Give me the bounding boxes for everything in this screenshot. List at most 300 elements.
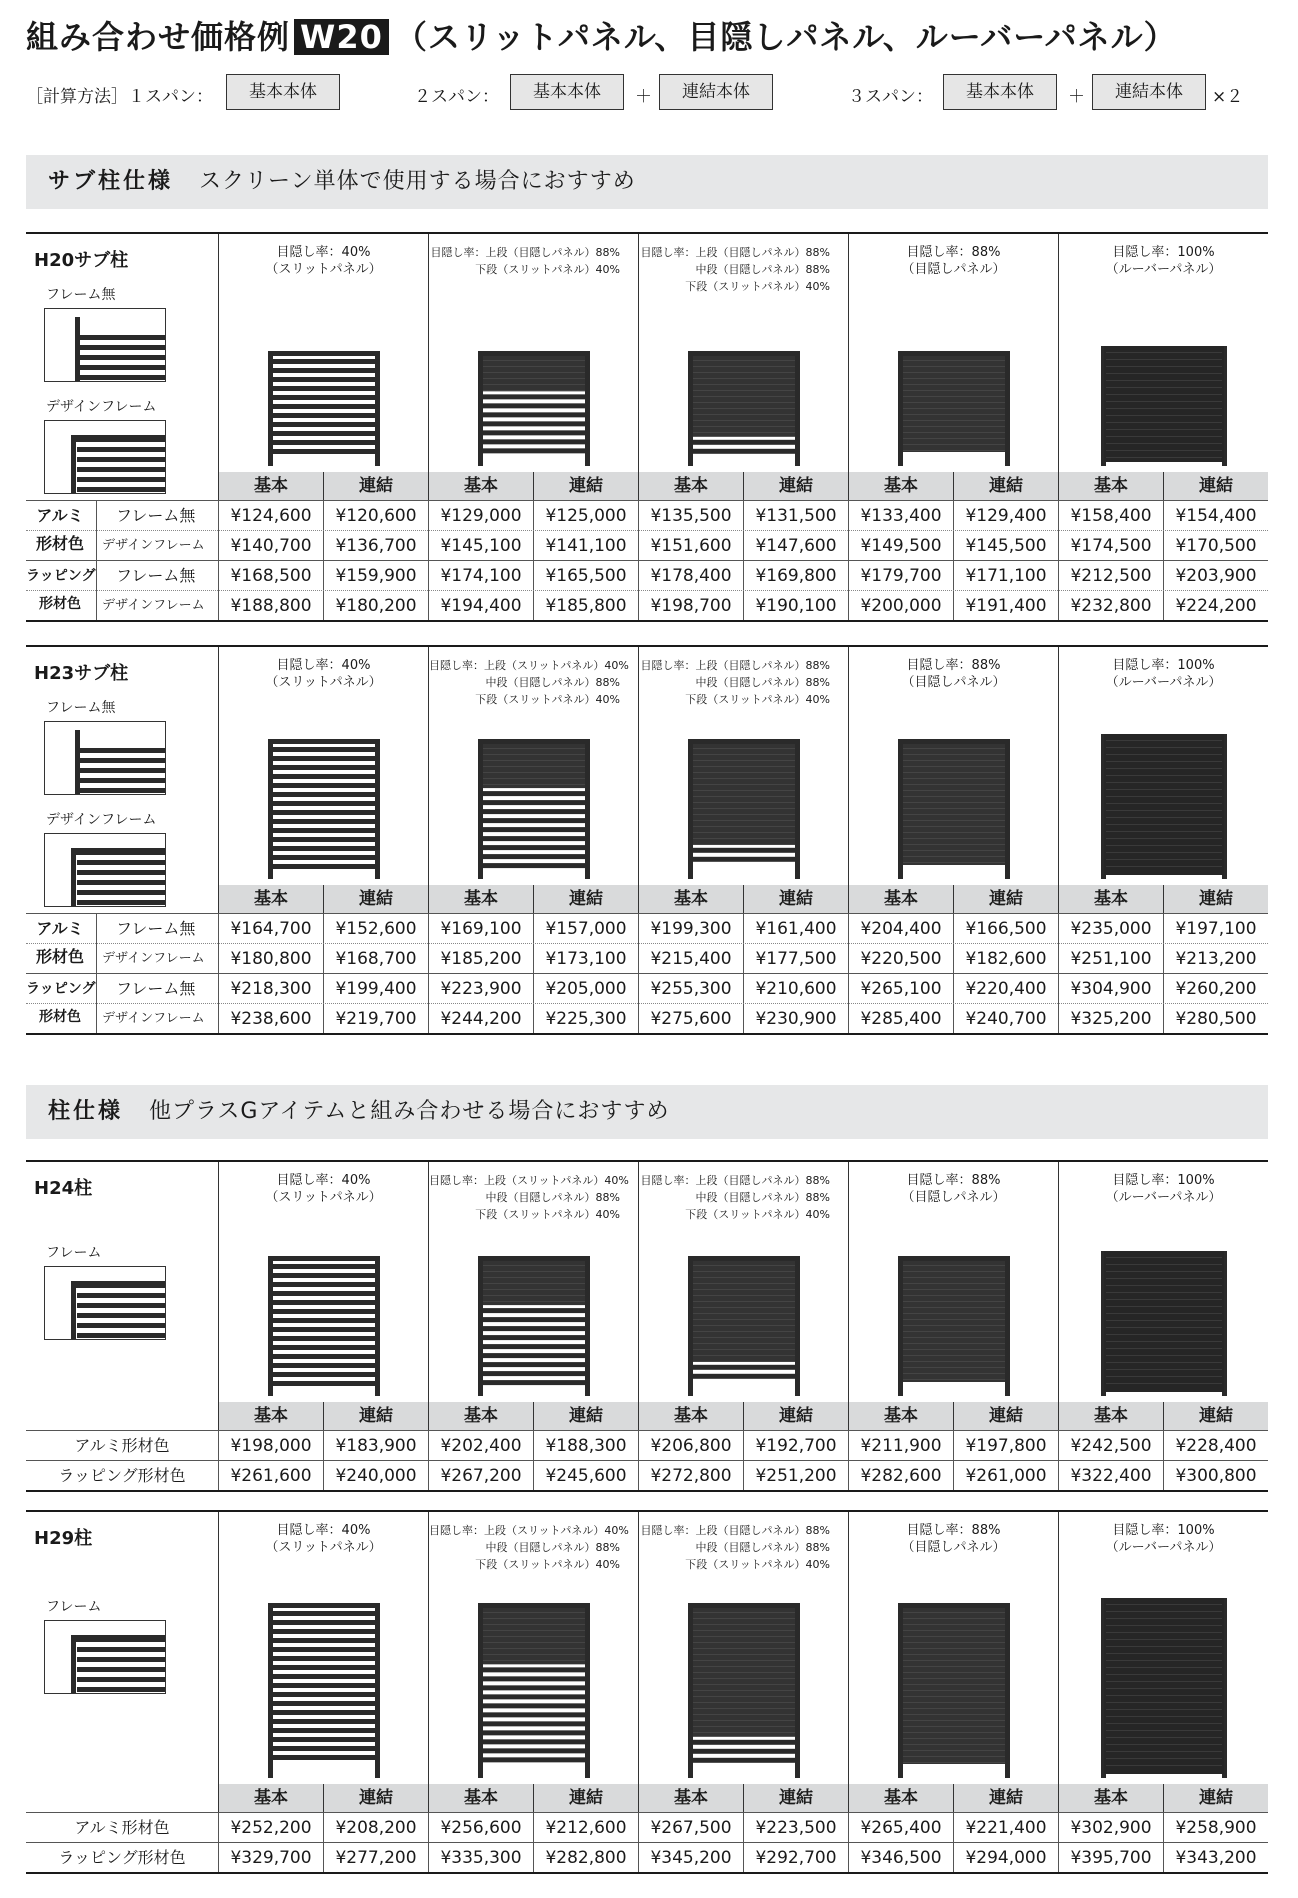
calc-basic-box-2: 基本本体 [510,74,624,110]
price-cell: ¥198,000 [218,1431,323,1461]
material-label: アルミ形材色 [74,1818,170,1837]
price-cell: ¥245,600 [533,1461,638,1491]
price-row [26,560,1268,590]
calc-basic-box-3: 基本本体 [943,74,1057,110]
column-header-basic: 基本 [638,472,743,500]
price-cell: ¥192,700 [743,1431,848,1461]
column-header-basic: 基本 [428,885,533,913]
price-cell: ¥224,200 [1163,591,1268,621]
panel-cell [1058,1512,1268,1784]
price-cell: ¥211,900 [848,1431,953,1461]
price-cell: ¥188,300 [533,1431,638,1461]
material-label: ラッピング形材色 [58,1848,186,1867]
row-separator [96,531,97,561]
price-cell: ¥169,800 [743,561,848,591]
model-column [26,1162,218,1402]
column-header-basic: 基本 [218,1784,323,1812]
material-label: ラッピング 形材色 [26,568,96,612]
price-cell: ¥185,800 [533,591,638,621]
price-cell: ¥199,400 [323,974,428,1004]
column-header-connect: 連結 [323,885,428,913]
panel-cell [638,647,848,885]
column-header-basic: 基本 [848,1402,953,1430]
price-cell: ¥171,100 [953,561,1058,591]
panel-illustration [268,1256,380,1396]
price-cell: ¥145,500 [953,531,1058,561]
price-cell: ¥197,800 [953,1431,1058,1461]
panel-cell [1058,647,1268,885]
calc-span3-label: ３スパン： [848,87,933,107]
price-row [26,1003,1268,1033]
price-cell: ¥161,400 [743,914,848,944]
price-cell: ¥151,600 [638,531,743,561]
price-cell: ¥261,600 [218,1461,323,1491]
price-cell: ¥277,200 [323,1843,428,1873]
panel-caption: 目隠し率：40% （スリットパネル） [265,658,382,690]
panel-cell [218,647,428,885]
price-row [26,1842,1268,1872]
panel-illustration [688,351,800,466]
panel-cell [638,234,848,472]
panel-images [218,234,1268,472]
price-cell: ¥282,800 [533,1843,638,1873]
panel-illustration [478,1256,590,1396]
panel-illustration [1101,1598,1227,1778]
panel-caption: 目隠し率：100% （ルーバーパネル） [1105,245,1222,277]
frame-type-label: デザインフレーム [102,538,205,553]
panel-caption: 目隠し率：上段（目隠しパネル）88% 中段（目隠しパネル）88% 下段（スリットパネル）40% [640,1524,830,1571]
row-separator [96,1004,97,1034]
title-text: 組み合わせ価格例 [26,18,291,56]
row-separator [96,501,97,531]
price-cell: ¥169,100 [428,914,533,944]
price-cell: ¥173,100 [533,944,638,974]
price-cell: ¥141,100 [533,531,638,561]
price-cell: ¥165,500 [533,561,638,591]
price-row [26,1812,1268,1842]
block-bottom-rule [26,1033,1268,1035]
panel-illustration [268,1603,380,1778]
column-header-basic: 基本 [848,472,953,500]
price-cell: ¥140,700 [218,531,323,561]
panel-illustration [898,1603,1010,1778]
price-row [26,1460,1268,1490]
material-label: ラッピング 形材色 [26,981,96,1025]
price-cell: ¥244,200 [428,1004,533,1034]
frame-type-label: デザインフレーム [102,1011,205,1026]
frame-type-label: デザインフレーム [102,951,205,966]
panel-illustration [1101,734,1227,879]
price-cell: ¥145,100 [428,531,533,561]
panel-illustration [898,739,1010,879]
column-header-connect: 連結 [1163,885,1268,913]
column-header-basic: 基本 [218,472,323,500]
price-cell: ¥174,100 [428,561,533,591]
calc-connect-box-2: 連結本体 [659,74,773,110]
price-cell: ¥125,000 [533,501,638,531]
price-cell: ¥206,800 [638,1431,743,1461]
model-name: H20サブ柱 [34,250,129,271]
section-subtitle: スクリーン単体で使用する場合におすすめ [199,169,636,194]
price-cell: ¥255,300 [638,974,743,1004]
column-header-basic: 基本 [428,1784,533,1812]
width-badge: W20 [294,19,389,55]
price-cell: ¥198,700 [638,591,743,621]
price-cell: ¥179,700 [848,561,953,591]
calc-span2-label: ２スパン： [414,87,499,107]
price-cell: ¥212,500 [1058,561,1163,591]
column-header-connect: 連結 [743,472,848,500]
column-header-basic: 基本 [1058,1784,1163,1812]
price-cell: ¥168,700 [323,944,428,974]
column-header-basic: 基本 [428,1402,533,1430]
column-header-connect: 連結 [953,885,1058,913]
price-cell: ¥120,600 [323,501,428,531]
price-cell: ¥232,800 [1058,591,1163,621]
model-name: H23サブ柱 [34,663,129,684]
column-header-connect: 連結 [323,472,428,500]
frame-type-label: デザインフレーム [102,598,205,613]
panel-caption: 目隠し率：100% （ルーバーパネル） [1105,1173,1222,1205]
block-bottom-rule [26,1872,1268,1874]
panel-cell [848,647,1058,885]
material-label: アルミ 形材色 [35,506,84,553]
price-cell: ¥294,000 [953,1843,1058,1873]
price-cell: ¥164,700 [218,914,323,944]
price-cell: ¥154,400 [1163,501,1268,531]
price-cell: ¥191,400 [953,591,1058,621]
column-header-connect: 連結 [743,1402,848,1430]
price-block-H20サブ柱 [26,232,1268,618]
price-cell: ¥204,400 [848,914,953,944]
price-cell: ¥223,900 [428,974,533,1004]
frame-type-label: フレーム無 [116,506,196,525]
price-cell: ¥131,500 [743,501,848,531]
price-cell: ¥202,400 [428,1431,533,1461]
price-cell: ¥147,600 [743,531,848,561]
price-cell: ¥225,300 [533,1004,638,1034]
column-header-connect: 連結 [1163,472,1268,500]
plus-sign: ＋ [635,87,652,107]
price-cell: ¥280,500 [1163,1004,1268,1034]
frame-type-label: デザインフレーム [46,812,157,828]
panel-caption: 目隠し率：88% （目隠しパネル） [901,245,1006,277]
panel-caption: 目隠し率：上段（目隠しパネル）88% 下段（スリットパネル）40% [430,246,620,276]
material-label: アルミ形材色 [74,1436,170,1455]
column-header-connect: 連結 [1163,1402,1268,1430]
column-header-connect: 連結 [953,1784,1058,1812]
row-separator [96,914,97,944]
panel-cell [638,1512,848,1784]
price-cell: ¥285,400 [848,1004,953,1034]
price-cell: ¥251,100 [1058,944,1163,974]
price-row [26,913,1268,943]
column-header-basic: 基本 [638,1784,743,1812]
price-cell: ¥220,500 [848,944,953,974]
model-name: H24柱 [34,1178,93,1199]
price-cell: ¥215,400 [638,944,743,974]
block-bottom-rule [26,1490,1268,1492]
price-cell: ¥228,400 [1163,1431,1268,1461]
price-cell: ¥256,600 [428,1813,533,1843]
panel-caption: 目隠し率：上段（目隠しパネル）88% 中段（目隠しパネル）88% 下段（スリットパネル）40% [640,1174,830,1221]
frame-type-label: フレーム [46,1599,102,1615]
model-column [26,234,218,472]
panel-cell [1058,234,1268,472]
frame-type-label: フレーム無 [46,287,116,303]
price-cell: ¥252,200 [218,1813,323,1843]
price-cell: ¥304,900 [1058,974,1163,1004]
panel-illustration [688,1603,800,1778]
column-header-basic: 基本 [848,1784,953,1812]
frame-thumbnail [44,1266,166,1340]
panel-images [218,647,1268,885]
panel-illustration [268,739,380,879]
times-two: ×２ [1212,87,1244,107]
price-cell: ¥178,400 [638,561,743,591]
price-cell: ¥159,900 [323,561,428,591]
price-cell: ¥221,400 [953,1813,1058,1843]
price-cell: ¥345,200 [638,1843,743,1873]
price-cell: ¥168,500 [218,561,323,591]
price-cell: ¥157,000 [533,914,638,944]
column-header-connect: 連結 [743,885,848,913]
price-block-H29柱 [26,1510,1268,1870]
price-cell: ¥183,900 [323,1431,428,1461]
price-row [26,500,1268,530]
price-cell: ¥218,300 [218,974,323,1004]
model-column [26,1512,218,1784]
column-header-connect: 連結 [1163,1784,1268,1812]
column-header-basic: 基本 [428,472,533,500]
frame-thumbnail [44,833,166,907]
material-label: ラッピング形材色 [58,1466,186,1485]
price-cell: ¥170,500 [1163,531,1268,561]
column-header-basic: 基本 [218,1402,323,1430]
price-cell: ¥136,700 [323,531,428,561]
panel-caption: 目隠し率：40% （スリットパネル） [265,1173,382,1205]
panel-illustration [268,351,380,466]
section-sub-post [26,155,1268,209]
price-cell: ¥300,800 [1163,1461,1268,1491]
price-cell: ¥185,200 [428,944,533,974]
column-header-connect: 連結 [953,472,1058,500]
panel-cell [428,234,638,472]
column-header-basic: 基本 [1058,885,1163,913]
price-cell: ¥235,000 [1058,914,1163,944]
price-cell: ¥251,200 [743,1461,848,1491]
column-header-basic: 基本 [1058,1402,1163,1430]
price-cell: ¥322,400 [1058,1461,1163,1491]
column-header-connect: 連結 [533,885,638,913]
price-row [26,973,1268,1003]
panel-cell [428,1512,638,1784]
panel-caption: 目隠し率：上段（スリットパネル）40% 中段（目隠しパネル）88% 下段（スリットパネル）40% [429,1174,629,1221]
block-bottom-rule [26,620,1268,622]
price-cell: ¥223,500 [743,1813,848,1843]
column-header-basic: 基本 [218,885,323,913]
price-cell: ¥158,400 [1058,501,1163,531]
panel-caption: 目隠し率：上段（スリットパネル）40% 中段（目隠しパネル）88% 下段（スリットパネル）40% [429,1524,629,1571]
panel-cell [218,234,428,472]
panel-cell [638,1162,848,1402]
panel-illustration [1101,1251,1227,1396]
row-separator [96,974,97,1004]
panel-caption: 目隠し率：上段（目隠しパネル）88% 中段（目隠しパネル）88% 下段（スリットパネル）40% [640,246,830,293]
price-cell: ¥149,500 [848,531,953,561]
panel-cell [428,647,638,885]
column-header-basic: 基本 [638,885,743,913]
column-header-basic: 基本 [848,885,953,913]
panel-illustration [478,739,590,879]
section-subtitle: 他プラスGアイテムと組み合わせる場合におすすめ [149,1099,670,1124]
panel-caption: 目隠し率：88% （目隠しパネル） [901,658,1006,690]
price-cell: ¥292,700 [743,1843,848,1873]
frame-thumbnail [44,308,166,382]
panel-cell [848,234,1058,472]
price-cell: ¥135,500 [638,501,743,531]
panel-caption: 目隠し率：88% （目隠しパネル） [901,1173,1006,1205]
price-cell: ¥203,900 [1163,561,1268,591]
model-name: H29柱 [34,1528,93,1549]
price-cell: ¥133,400 [848,501,953,531]
panel-cell [218,1512,428,1784]
price-cell: ¥180,200 [323,591,428,621]
column-header-basic: 基本 [1058,472,1163,500]
row-separator [96,591,97,621]
price-row [26,590,1268,620]
price-cell: ¥166,500 [953,914,1058,944]
frame-thumbnail [44,420,166,494]
price-cell: ¥199,300 [638,914,743,944]
price-cell: ¥302,900 [1058,1813,1163,1843]
panel-cell [1058,1162,1268,1402]
section-post [26,1085,1268,1139]
price-cell: ¥242,500 [1058,1431,1163,1461]
frame-type-label: デザインフレーム [46,399,157,415]
frame-type-label: フレーム無 [116,566,196,585]
panel-images [218,1512,1268,1784]
price-cell: ¥335,300 [428,1843,533,1873]
price-cell: ¥129,400 [953,501,1058,531]
price-cell: ¥238,600 [218,1004,323,1034]
panel-illustration [1101,346,1227,466]
column-header-connect: 連結 [953,1402,1058,1430]
price-cell: ¥190,100 [743,591,848,621]
calc-label: ［計算方法］１スパン： [26,87,213,107]
price-cell: ¥210,600 [743,974,848,1004]
price-cell: ¥261,000 [953,1461,1058,1491]
price-cell: ¥325,200 [1058,1004,1163,1034]
price-cell: ¥129,000 [428,501,533,531]
price-cell: ¥272,800 [638,1461,743,1491]
price-cell: ¥267,200 [428,1461,533,1491]
price-cell: ¥197,100 [1163,914,1268,944]
price-row [26,1430,1268,1460]
frame-type-label: フレーム [46,1245,102,1261]
price-cell: ¥265,400 [848,1813,953,1843]
column-header-connect: 連結 [743,1784,848,1812]
price-cell: ¥240,700 [953,1004,1058,1034]
panel-illustration [898,1256,1010,1396]
price-cell: ¥182,600 [953,944,1058,974]
panel-cell [848,1512,1058,1784]
price-cell: ¥194,400 [428,591,533,621]
price-cell: ¥346,500 [848,1843,953,1873]
frame-thumbnail [44,721,166,795]
page-title [26,12,1177,58]
frame-type-label: フレーム無 [116,919,196,938]
title-suffix: （スリットパネル、目隠しパネル、ルーバーパネル） [394,18,1177,56]
panel-caption: 目隠し率：上段（スリットパネル）40% 中段（目隠しパネル）88% 下段（スリットパネル）40% [429,659,629,706]
price-cell: ¥267,500 [638,1813,743,1843]
frame-type-label: フレーム無 [116,979,196,998]
price-cell: ¥395,700 [1058,1843,1163,1873]
panel-cell [848,1162,1058,1402]
price-cell: ¥200,000 [848,591,953,621]
panel-caption: 目隠し率：40% （スリットパネル） [265,245,382,277]
price-row [26,530,1268,560]
panel-illustration [478,351,590,466]
price-cell: ¥343,200 [1163,1843,1268,1873]
price-cell: ¥180,800 [218,944,323,974]
price-cell: ¥282,600 [848,1461,953,1491]
column-header-connect: 連結 [323,1784,428,1812]
price-cell: ¥212,600 [533,1813,638,1843]
price-cell: ¥219,700 [323,1004,428,1034]
panel-images [218,1162,1268,1402]
price-row [26,943,1268,973]
frame-type-label: フレーム無 [46,700,116,716]
price-block-H23サブ柱 [26,645,1268,1031]
price-cell: ¥174,500 [1058,531,1163,561]
plus-sign: ＋ [1068,87,1085,107]
price-cell: ¥220,400 [953,974,1058,1004]
panel-caption: 目隠し率：100% （ルーバーパネル） [1105,1523,1222,1555]
panel-illustration [688,1256,800,1396]
panel-caption: 目隠し率：40% （スリットパネル） [265,1523,382,1555]
price-cell: ¥240,000 [323,1461,428,1491]
panel-cell [218,1162,428,1402]
column-header-connect: 連結 [323,1402,428,1430]
price-cell: ¥124,600 [218,501,323,531]
price-cell: ¥213,200 [1163,944,1268,974]
price-block-H24柱 [26,1160,1268,1488]
column-header-connect: 連結 [533,1784,638,1812]
row-separator [96,561,97,591]
section-title: サブ柱仕様 [48,169,174,194]
price-cell: ¥208,200 [323,1813,428,1843]
price-cell: ¥152,600 [323,914,428,944]
calc-method [26,74,1276,112]
panel-caption: 目隠し率：上段（目隠しパネル）88% 中段（目隠しパネル）88% 下段（スリットパネル）40% [640,659,830,706]
frame-thumbnail [44,1620,166,1694]
price-cell: ¥177,500 [743,944,848,974]
panel-cell [428,1162,638,1402]
calc-basic-box-1: 基本本体 [226,74,340,110]
panel-caption: 目隠し率：100% （ルーバーパネル） [1105,658,1222,690]
panel-caption: 目隠し率：88% （目隠しパネル） [901,1523,1006,1555]
column-header-connect: 連結 [533,472,638,500]
panel-illustration [688,739,800,879]
price-cell: ¥188,800 [218,591,323,621]
price-cell: ¥329,700 [218,1843,323,1873]
price-cell: ¥275,600 [638,1004,743,1034]
row-separator [96,944,97,974]
price-cell: ¥205,000 [533,974,638,1004]
price-cell: ¥265,100 [848,974,953,1004]
column-header-connect: 連結 [533,1402,638,1430]
